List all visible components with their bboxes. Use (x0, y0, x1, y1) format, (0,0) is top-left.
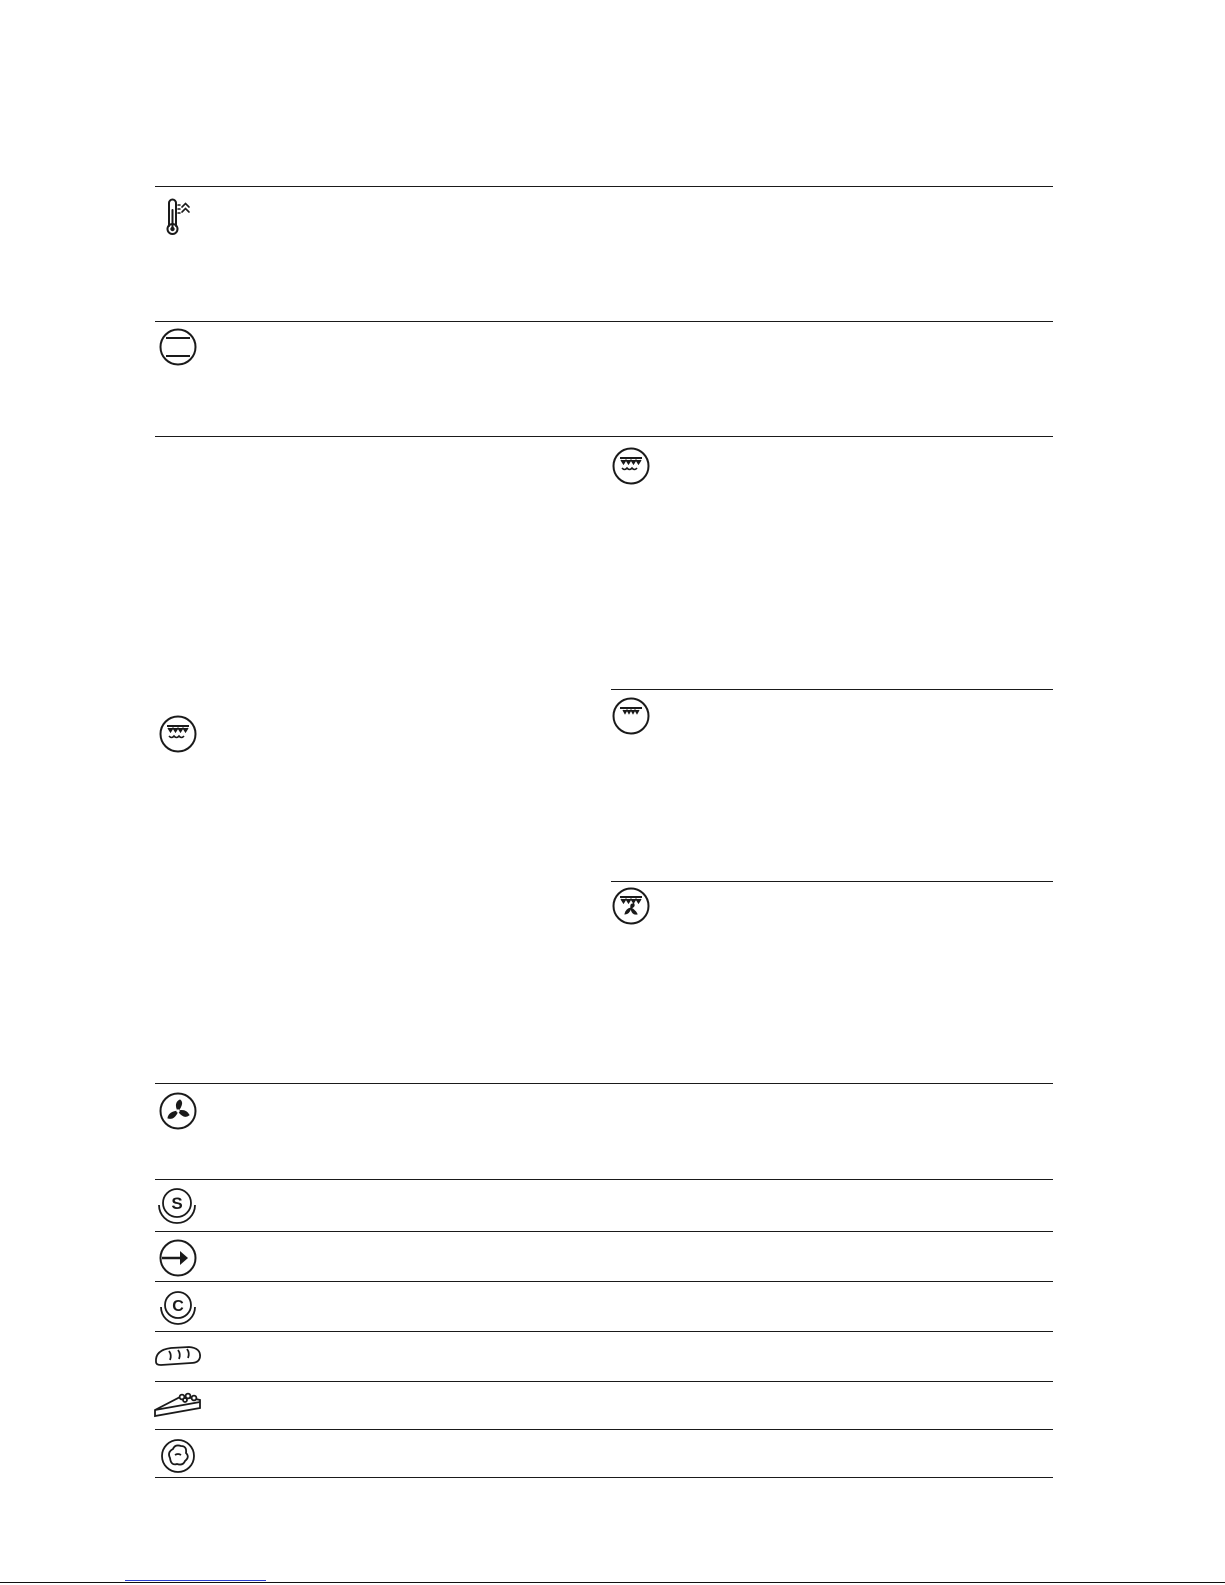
footer-link-underline (125, 1580, 266, 1581)
table-bottom-rule (155, 1477, 1053, 1478)
table-row-rule (155, 1281, 1053, 1282)
table-row-rule (155, 321, 1053, 322)
turbo-grill-icon (611, 446, 651, 486)
table-row-rule (155, 1179, 1053, 1180)
top-bottom-heat-icon (158, 327, 198, 367)
arrow-right-icon (158, 1238, 198, 1278)
table-row-rule (155, 1231, 1053, 1232)
table-row-rule (155, 1429, 1053, 1430)
fan-cooking-icon (158, 1091, 198, 1131)
page-footer-line (0, 1582, 1225, 1583)
bread-icon (153, 1340, 203, 1370)
s-program-icon (154, 1183, 200, 1229)
table-row-rule (155, 1083, 1053, 1084)
grill-icon (158, 714, 198, 754)
table-subrow-rule (611, 881, 1053, 882)
svg-text:S: S (171, 1194, 183, 1213)
svg-text:C: C (172, 1298, 184, 1315)
table-subrow-rule (611, 689, 1053, 690)
fan-grill-icon (611, 886, 651, 926)
pie-slice-icon (152, 1388, 204, 1422)
c-program-icon (155, 1287, 201, 1333)
thermometer-fast-heat-icon (158, 198, 194, 236)
table-row-rule (155, 436, 1053, 437)
small-grill-icon (611, 696, 651, 736)
table-row-rule (155, 1381, 1053, 1382)
table-top-rule (155, 186, 1053, 187)
defrost-icon (159, 1437, 197, 1475)
table-row-rule (155, 1331, 1053, 1332)
